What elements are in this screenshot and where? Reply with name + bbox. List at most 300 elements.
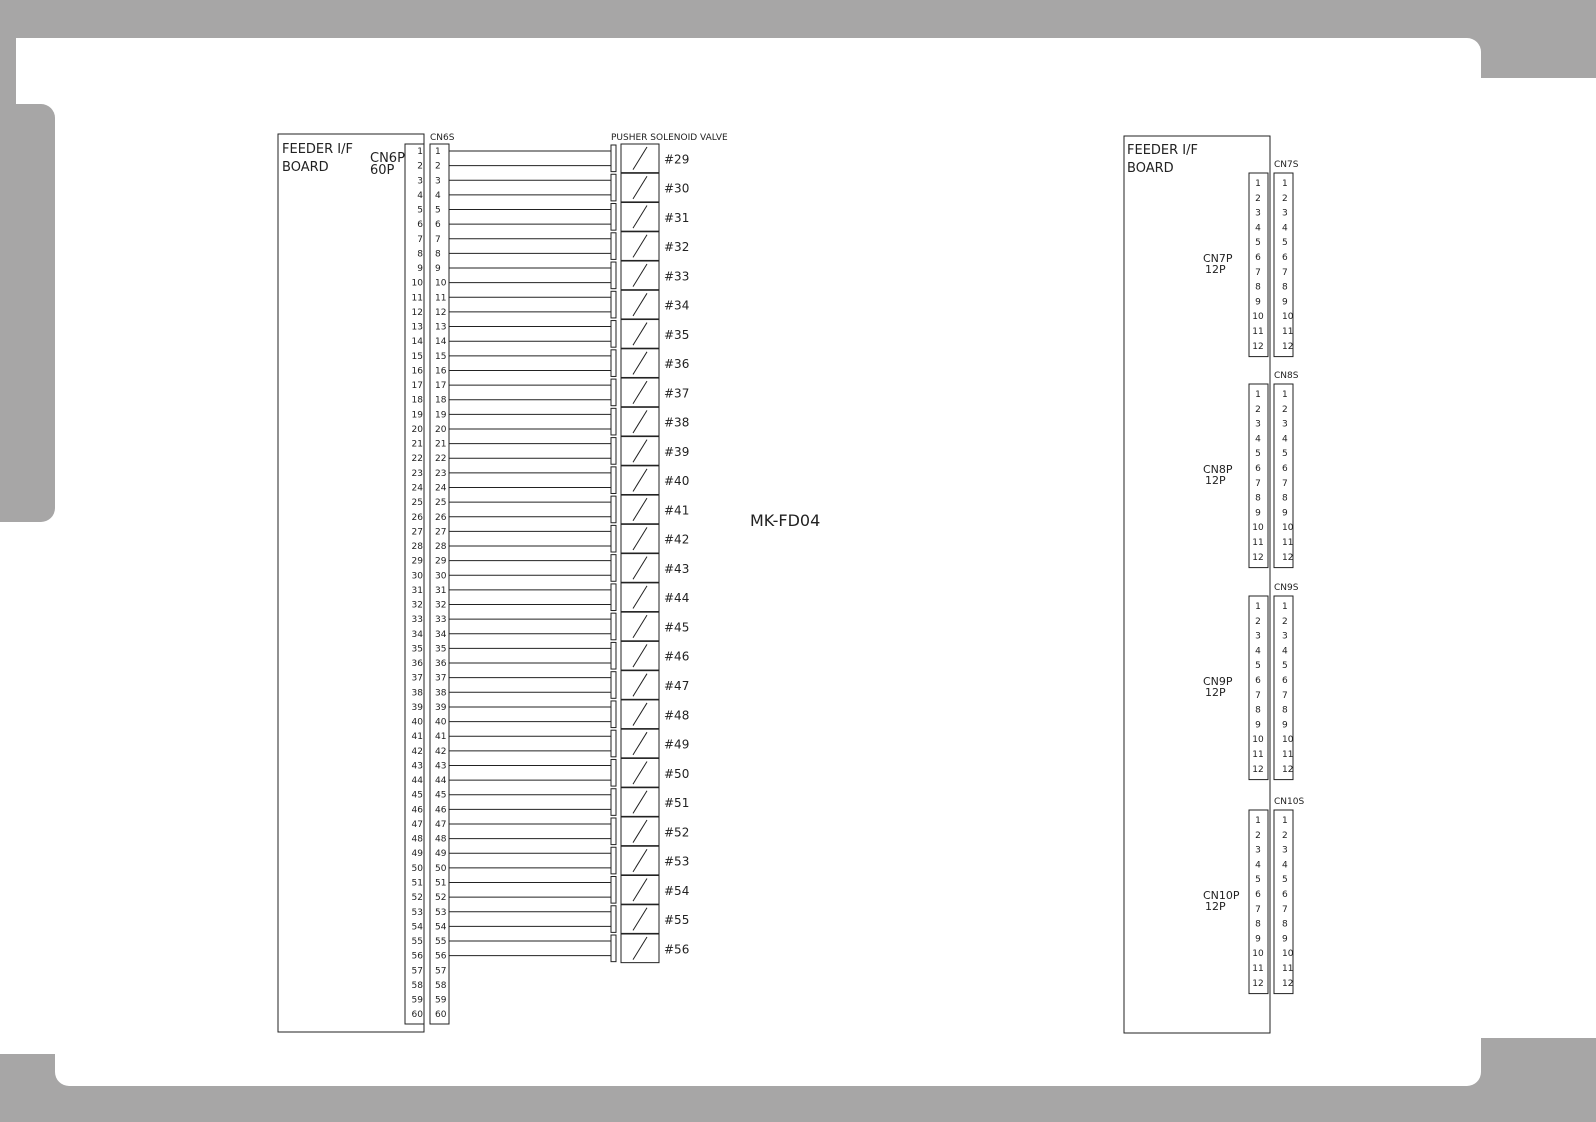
socket-3-pin-12: 12 — [1282, 764, 1294, 775]
plug-3-pin-4: 4 — [1255, 646, 1261, 657]
plug-2-pin-7: 7 — [1255, 478, 1261, 489]
socket-2-pin-12: 12 — [1282, 552, 1294, 563]
valve-wires — [449, 151, 611, 956]
cn6p-pin-8: 8 — [417, 249, 423, 260]
socket-2-pin-3: 3 — [1282, 419, 1288, 430]
valve-label-27: #55 — [664, 913, 690, 928]
plug-4-pin-12: 12 — [1252, 978, 1264, 989]
valve-terminal-28 — [611, 935, 616, 962]
cn6s-pin-45: 45 — [435, 790, 447, 801]
plug-3-pin-5: 5 — [1255, 661, 1261, 672]
cn6s-pin-35: 35 — [435, 644, 447, 655]
plug-4-pin-1: 1 — [1255, 816, 1261, 826]
valve-terminal-11 — [611, 438, 616, 465]
cn6p-pin-33: 33 — [411, 615, 423, 626]
socket-1-pin-6: 6 — [1282, 253, 1288, 263]
cn6s-pin-17: 17 — [435, 381, 447, 392]
valve-label-15: #43 — [664, 561, 690, 576]
valve-label-21: #49 — [664, 737, 690, 752]
cn6s-pin-40: 40 — [435, 717, 447, 728]
plug-4-pin-2: 2 — [1255, 830, 1261, 841]
plug-2-pin-4: 4 — [1255, 434, 1261, 445]
plug-pins-label-4: 12P — [1205, 899, 1226, 913]
valve-terminal-16 — [611, 584, 616, 611]
cn6p-pin-15: 15 — [411, 351, 423, 362]
plug-1-pin-3: 3 — [1255, 208, 1261, 219]
socket-3-pin-8: 8 — [1282, 705, 1288, 716]
cn6s-pin-18: 18 — [435, 395, 447, 406]
cn6s-pin-16: 16 — [435, 366, 447, 377]
cn6s-pin-26: 26 — [435, 512, 447, 523]
cn6p-pin-41: 41 — [411, 732, 423, 743]
cn6s-pin-34: 34 — [435, 629, 447, 640]
cn6p-pin-11: 11 — [411, 293, 423, 304]
socket-4-pin-6: 6 — [1282, 890, 1288, 900]
valve-label-10: #38 — [664, 415, 690, 430]
socket-1-pin-9: 9 — [1282, 297, 1288, 308]
cn6p-pin-39: 39 — [411, 702, 423, 713]
socket-2-pin-8: 8 — [1282, 493, 1288, 504]
cn6s-pin-58: 58 — [435, 980, 447, 991]
left-plug-pins: 60P — [370, 163, 395, 178]
cn6p-pin-5: 5 — [417, 205, 423, 216]
valve-terminal-10 — [611, 408, 616, 435]
cn6s-pin-22: 22 — [435, 454, 447, 465]
socket-4-pin-8: 8 — [1282, 919, 1288, 930]
cn6s-pin-28: 28 — [435, 542, 447, 553]
cn6p-pin-4: 4 — [417, 190, 423, 201]
socket-2-pin-10: 10 — [1282, 523, 1294, 534]
plug-3-pin-9: 9 — [1255, 720, 1261, 731]
cn6s-pin-12: 12 — [435, 307, 447, 318]
cn6s-pin-36: 36 — [435, 659, 447, 670]
plug-4-pin-7: 7 — [1255, 904, 1261, 915]
cn6s-pin-11: 11 — [435, 293, 447, 304]
valve-terminal-15 — [611, 555, 616, 582]
valve-terminal-8 — [611, 350, 616, 377]
valve-label-12: #40 — [664, 474, 690, 489]
valve-label-16: #44 — [664, 591, 690, 606]
cn6s-pin-8: 8 — [435, 249, 441, 260]
valve-label-28: #56 — [664, 942, 690, 957]
cn6s-pin-13: 13 — [435, 322, 447, 333]
cn6p-pin-13: 13 — [411, 322, 423, 333]
plug-1-pin-4: 4 — [1255, 223, 1261, 234]
cn6p-pin-45: 45 — [411, 790, 423, 801]
socket-4-pin-2: 2 — [1282, 830, 1288, 841]
valve-terminal-12 — [611, 467, 616, 494]
plug-2-pin-5: 5 — [1255, 449, 1261, 460]
plug-1-pin-6: 6 — [1255, 253, 1261, 263]
plug-2-pin-1: 1 — [1255, 390, 1261, 400]
cn6s-pin-1: 1 — [435, 147, 441, 157]
socket-4-pin-1: 1 — [1282, 816, 1288, 826]
cn6p-pin-28: 28 — [411, 542, 423, 553]
cn6s-pin-37: 37 — [435, 673, 447, 684]
plug-4-pin-10: 10 — [1252, 949, 1264, 960]
socket-3-pin-7: 7 — [1282, 690, 1288, 701]
cn6p-pin-58: 58 — [411, 980, 423, 991]
cn6s-pin-23: 23 — [435, 468, 447, 479]
cn6s-pin-33: 33 — [435, 615, 447, 626]
cn6p-pin-47: 47 — [411, 819, 423, 830]
left-feeder-board — [278, 134, 424, 1032]
socket-2-pin-11: 11 — [1282, 538, 1294, 548]
valve-header: PUSHER SOLENOID VALVE — [611, 133, 728, 143]
cn6p-pin-14: 14 — [411, 337, 423, 348]
cn6s-pin-2: 2 — [435, 161, 441, 172]
plug-label-3: CN9P — [1203, 674, 1233, 688]
cn6p-pin-59: 59 — [411, 995, 423, 1006]
plug-pins-label-2: 12P — [1205, 473, 1226, 487]
valve-label-23: #51 — [664, 796, 690, 811]
plug-4-pin-8: 8 — [1255, 919, 1261, 930]
valve-label-2: #30 — [664, 181, 690, 196]
valve-label-9: #37 — [664, 386, 690, 401]
plug-2-pin-10: 10 — [1252, 523, 1264, 534]
cn6s-pin-52: 52 — [435, 893, 447, 904]
plug-4-pin-6: 6 — [1255, 890, 1261, 900]
valve-terminal-13 — [611, 496, 616, 523]
socket-4-pin-5: 5 — [1282, 875, 1288, 886]
cn6s-pin-41: 41 — [435, 732, 447, 743]
cn6p-pin-31: 31 — [411, 585, 423, 596]
cn6s-pin-53: 53 — [435, 907, 447, 918]
cn6s-pin-numbers — [435, 147, 447, 1020]
cn6s-pin-57: 57 — [435, 966, 447, 977]
left-board-outline — [278, 134, 424, 1032]
plug-3-pin-6: 6 — [1255, 676, 1261, 686]
plug-4-pin-4: 4 — [1255, 860, 1261, 871]
valve-terminal-20 — [611, 701, 616, 728]
cn6p-pin-36: 36 — [411, 659, 423, 670]
cn6s-pin-51: 51 — [435, 878, 447, 889]
valve-terminal-1 — [611, 145, 616, 172]
socket-2-pin-9: 9 — [1282, 508, 1288, 519]
socket-1-pin-11: 11 — [1282, 327, 1294, 337]
plug-1-pin-2: 2 — [1255, 193, 1261, 204]
socket-3-pin-4: 4 — [1282, 646, 1288, 657]
cn6p-pin-55: 55 — [411, 937, 423, 948]
valve-terminal-23 — [611, 789, 616, 816]
cn6p-pin-6: 6 — [417, 220, 423, 231]
socket-3-pin-2: 2 — [1282, 616, 1288, 627]
plug-1-pin-11: 11 — [1252, 327, 1264, 337]
plug-3-pin-11: 11 — [1252, 750, 1264, 760]
cn6p-pin-7: 7 — [417, 234, 423, 245]
cn6s-pin-50: 50 — [435, 863, 447, 874]
right-feeder-board — [1124, 136, 1304, 1033]
socket-4-pin-9: 9 — [1282, 934, 1288, 945]
socket-1-pin-12: 12 — [1282, 341, 1294, 352]
cn6s-pin-24: 24 — [435, 483, 447, 494]
cn6s-pin-15: 15 — [435, 351, 447, 362]
cn6p-pin-54: 54 — [411, 922, 423, 933]
cn6p-pin-49: 49 — [411, 849, 423, 860]
left-plug-name: CN6P — [370, 151, 405, 166]
plug-label-4: CN10P — [1203, 888, 1240, 902]
cn6s-pin-6: 6 — [435, 220, 441, 231]
valve-label-7: #35 — [664, 327, 690, 342]
plug-1-pin-5: 5 — [1255, 238, 1261, 249]
socket-4-pin-10: 10 — [1282, 949, 1294, 960]
cn6p-pin-18: 18 — [411, 395, 423, 406]
plug-2-pin-9: 9 — [1255, 508, 1261, 519]
valve-label-8: #36 — [664, 357, 690, 372]
cn6s-pin-44: 44 — [435, 776, 447, 787]
cn6p-pin-27: 27 — [411, 527, 423, 538]
cn6s-pin-48: 48 — [435, 834, 447, 845]
cn6p-pin-25: 25 — [411, 498, 423, 509]
plug-3-pin-12: 12 — [1252, 764, 1264, 775]
plug-1-pin-10: 10 — [1252, 312, 1264, 323]
plug-4-pin-11: 11 — [1252, 964, 1264, 974]
socket-2-pin-7: 7 — [1282, 478, 1288, 489]
plug-4-pin-5: 5 — [1255, 875, 1261, 886]
valve-label-13: #41 — [664, 503, 690, 518]
cn6p-pin-23: 23 — [411, 468, 423, 479]
plug-3-pin-10: 10 — [1252, 735, 1264, 746]
cn6s-pin-49: 49 — [435, 849, 447, 860]
cn6p-pin-21: 21 — [411, 439, 423, 450]
socket-label-2: CN8S — [1274, 371, 1299, 381]
cn6p-pin-40: 40 — [411, 717, 423, 728]
socket-1-pin-1: 1 — [1282, 179, 1288, 189]
valve-terminal-2 — [611, 174, 616, 201]
valve-terminal-5 — [611, 262, 616, 289]
cn6s-pin-29: 29 — [435, 556, 447, 567]
cn6p-pin-17: 17 — [411, 381, 423, 392]
right-board-title-1: FEEDER I/F — [1127, 143, 1198, 158]
plug-label-2: CN8P — [1203, 462, 1233, 476]
cn6s-pin-47: 47 — [435, 819, 447, 830]
cn6p-pin-1: 1 — [417, 147, 423, 157]
valve-terminal-4 — [611, 233, 616, 260]
cn6s-pin-27: 27 — [435, 527, 447, 538]
cn6p-pin-2: 2 — [417, 161, 423, 172]
socket-3-pin-10: 10 — [1282, 735, 1294, 746]
cn6p-pin-strip — [405, 144, 424, 1024]
valve-terminal-14 — [611, 525, 616, 552]
valve-terminal-9 — [611, 379, 616, 406]
cn6p-pin-37: 37 — [411, 673, 423, 684]
valve-label-6: #34 — [664, 298, 690, 313]
socket-2-pin-1: 1 — [1282, 390, 1288, 400]
cn6s-pin-60: 60 — [435, 1010, 447, 1021]
solenoid-valves — [611, 144, 689, 963]
socket-4-pin-4: 4 — [1282, 860, 1288, 871]
cn6s-pin-31: 31 — [435, 585, 447, 596]
valve-label-24: #52 — [664, 825, 690, 840]
plug-3-pin-8: 8 — [1255, 705, 1261, 716]
cn6p-pin-19: 19 — [411, 410, 423, 421]
cn6p-pin-42: 42 — [411, 746, 423, 757]
plug-2-pin-8: 8 — [1255, 493, 1261, 504]
plug-1-pin-1: 1 — [1255, 179, 1261, 189]
cn6s-pin-38: 38 — [435, 688, 447, 699]
cn6p-pin-53: 53 — [411, 907, 423, 918]
cn6s-socket — [430, 133, 455, 1024]
cn6s-pin-5: 5 — [435, 205, 441, 216]
socket-3-pin-5: 5 — [1282, 661, 1288, 672]
left-board-title-2: BOARD — [282, 160, 329, 175]
valve-terminal-24 — [611, 818, 616, 845]
plug-pins-label-3: 12P — [1205, 685, 1226, 699]
cn6p-pin-34: 34 — [411, 629, 423, 640]
cn6s-pin-19: 19 — [435, 410, 447, 421]
valve-terminal-27 — [611, 906, 616, 933]
cn6p-pin-50: 50 — [411, 863, 423, 874]
cn6s-pin-54: 54 — [435, 922, 447, 933]
cn6p-pin-numbers — [412, 147, 424, 1020]
left-board-title-1: FEEDER I/F — [282, 142, 353, 157]
valve-label-22: #50 — [664, 766, 690, 781]
cn6p-pin-57: 57 — [411, 966, 423, 977]
socket-1-pin-2: 2 — [1282, 193, 1288, 204]
plug-4-pin-3: 3 — [1255, 845, 1261, 856]
right-connectors — [1203, 160, 1304, 994]
socket-3-pin-11: 11 — [1282, 750, 1294, 760]
valve-label-1: #29 — [664, 152, 690, 167]
cn6s-pin-4: 4 — [435, 190, 441, 201]
cn6p-pin-24: 24 — [411, 483, 423, 494]
cn6s-pin-55: 55 — [435, 937, 447, 948]
socket-2-pin-4: 4 — [1282, 434, 1288, 445]
cn6s-pin-10: 10 — [435, 278, 447, 289]
plug-2-pin-12: 12 — [1252, 552, 1264, 563]
cn6p-pin-16: 16 — [411, 366, 423, 377]
plug-2-pin-2: 2 — [1255, 404, 1261, 415]
valve-label-11: #39 — [664, 444, 690, 459]
cn6p-pin-10: 10 — [411, 278, 423, 289]
right-board-title-2: BOARD — [1127, 161, 1174, 176]
socket-3-pin-9: 9 — [1282, 720, 1288, 731]
cn6s-pin-39: 39 — [435, 702, 447, 713]
plug-3-pin-2: 2 — [1255, 616, 1261, 627]
cn6p-pin-26: 26 — [411, 512, 423, 523]
plug-2-pin-11: 11 — [1252, 538, 1264, 548]
cn6s-pin-25: 25 — [435, 498, 447, 509]
cn6s-pin-59: 59 — [435, 995, 447, 1006]
valve-label-25: #53 — [664, 854, 690, 869]
socket-1-pin-10: 10 — [1282, 312, 1294, 323]
socket-1-pin-4: 4 — [1282, 223, 1288, 234]
socket-label-3: CN9S — [1274, 583, 1299, 593]
cn6s-pin-strip — [430, 144, 449, 1024]
socket-4-pin-7: 7 — [1282, 904, 1288, 915]
right-board-outline — [1124, 136, 1270, 1033]
cn6p-pin-3: 3 — [417, 176, 423, 187]
cn6p-pin-52: 52 — [411, 893, 423, 904]
cn6s-label: CN6S — [430, 133, 455, 143]
plug-3-pin-3: 3 — [1255, 631, 1261, 642]
socket-3-pin-6: 6 — [1282, 676, 1288, 686]
socket-1-pin-3: 3 — [1282, 208, 1288, 219]
cn6s-pin-9: 9 — [435, 264, 441, 275]
cn6p-pin-56: 56 — [411, 951, 423, 962]
cn6p-pin-29: 29 — [411, 556, 423, 567]
valve-terminal-6 — [611, 291, 616, 318]
cn6p-pin-51: 51 — [411, 878, 423, 889]
cn6s-pin-43: 43 — [435, 761, 447, 772]
socket-4-pin-3: 3 — [1282, 845, 1288, 856]
cn6p-pin-12: 12 — [411, 307, 423, 318]
valve-terminal-26 — [611, 877, 616, 904]
valve-terminal-21 — [611, 730, 616, 757]
cn6p-pin-60: 60 — [411, 1010, 423, 1021]
cn6s-pin-7: 7 — [435, 234, 441, 245]
socket-1-pin-8: 8 — [1282, 282, 1288, 293]
socket-3-pin-3: 3 — [1282, 631, 1288, 642]
valve-label-18: #46 — [664, 649, 690, 664]
plug-1-pin-7: 7 — [1255, 267, 1261, 278]
valve-terminal-25 — [611, 847, 616, 874]
plug-3-pin-1: 1 — [1255, 602, 1261, 612]
cn6p-pin-48: 48 — [411, 834, 423, 845]
valve-terminal-7 — [611, 321, 616, 348]
plug-4-pin-9: 9 — [1255, 934, 1261, 945]
cn6s-pin-32: 32 — [435, 600, 447, 611]
plug-2-pin-3: 3 — [1255, 419, 1261, 430]
cn6p-pin-22: 22 — [411, 454, 423, 465]
valve-terminal-3 — [611, 204, 616, 231]
cn6s-pin-56: 56 — [435, 951, 447, 962]
socket-3-pin-1: 1 — [1282, 602, 1288, 612]
valve-label-17: #45 — [664, 620, 690, 635]
cn6p-pin-30: 30 — [411, 571, 423, 582]
cn6p-pin-44: 44 — [411, 776, 423, 787]
cn6s-pin-21: 21 — [435, 439, 447, 450]
cn6p-pin-38: 38 — [411, 688, 423, 699]
valve-terminal-19 — [611, 672, 616, 699]
plug-label-1: CN7P — [1203, 251, 1233, 265]
plug-2-pin-6: 6 — [1255, 464, 1261, 474]
cn6s-pin-14: 14 — [435, 337, 447, 348]
cn6s-pin-46: 46 — [435, 805, 447, 816]
socket-label-4: CN10S — [1274, 797, 1305, 807]
cn6p-pin-46: 46 — [411, 805, 423, 816]
socket-4-pin-11: 11 — [1282, 964, 1294, 974]
socket-2-pin-2: 2 — [1282, 404, 1288, 415]
valve-terminal-18 — [611, 642, 616, 669]
socket-4-pin-12: 12 — [1282, 978, 1294, 989]
valve-terminal-17 — [611, 613, 616, 640]
cn6p-pin-9: 9 — [417, 264, 423, 275]
socket-2-pin-5: 5 — [1282, 449, 1288, 460]
cn6s-pin-20: 20 — [435, 424, 447, 435]
valve-label-4: #32 — [664, 240, 690, 255]
valve-label-26: #54 — [664, 883, 690, 898]
plug-1-pin-8: 8 — [1255, 282, 1261, 293]
plug-pins-label-1: 12P — [1205, 262, 1226, 276]
cn6s-pin-42: 42 — [435, 746, 447, 757]
plug-1-pin-12: 12 — [1252, 341, 1264, 352]
cn6p-pin-32: 32 — [411, 600, 423, 611]
valve-label-19: #47 — [664, 678, 690, 693]
cn6p-pin-43: 43 — [411, 761, 423, 772]
socket-1-pin-7: 7 — [1282, 267, 1288, 278]
cn6p-pin-20: 20 — [411, 424, 423, 435]
socket-label-1: CN7S — [1274, 160, 1299, 170]
valve-label-14: #42 — [664, 532, 690, 547]
cn6s-pin-3: 3 — [435, 176, 441, 187]
plug-1-pin-9: 9 — [1255, 297, 1261, 308]
valve-terminal-22 — [611, 759, 616, 786]
model-label: MK-FD04 — [750, 511, 821, 530]
socket-1-pin-5: 5 — [1282, 238, 1288, 249]
valve-label-20: #48 — [664, 708, 690, 723]
socket-2-pin-6: 6 — [1282, 464, 1288, 474]
